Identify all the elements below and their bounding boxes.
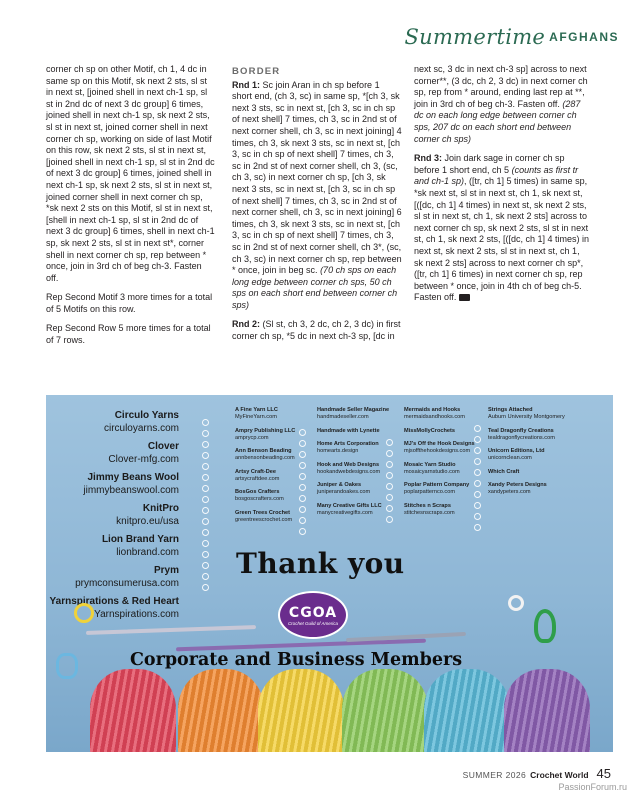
member-entry: [235, 407, 317, 421]
member-entry: [317, 428, 405, 435]
cgoa-abbr: CGOA: [288, 604, 338, 621]
yarn-skein-red: [90, 669, 176, 752]
member-column-2: [317, 407, 405, 523]
member-entry: [404, 503, 490, 517]
sponsor-list: [46, 409, 179, 626]
member-site: xandypeters.com: [488, 489, 531, 495]
sponsor-site: circuloyarns.com: [103, 423, 179, 434]
yarn-skein-green: [342, 669, 428, 752]
rnd-label: Rnd 1:: [232, 79, 260, 90]
dot-icon: [202, 496, 209, 503]
sponsor-site: jimmybeanswool.com: [83, 485, 179, 496]
member-entry: [404, 407, 490, 421]
dot-icon: [202, 562, 209, 569]
section-script-title: Summertime: [404, 25, 546, 49]
dot-icon: [202, 551, 209, 558]
member-entry: [317, 503, 405, 517]
member-name: Mermaids and Hooks: [404, 407, 461, 413]
sponsor-panel: [46, 395, 613, 752]
member-entry: [317, 441, 405, 455]
member-site: amprycp.com: [235, 434, 269, 441]
dot-icon: [202, 529, 209, 536]
member-entry: [235, 510, 317, 524]
magazine-name: Crochet World: [530, 770, 589, 780]
paragraph-rnd1: [232, 80, 402, 312]
member-site: unicornclean.com: [488, 455, 532, 461]
member-entry: [404, 482, 490, 496]
dot-icon: [202, 463, 209, 470]
member-name: Many Creative Gifts LLC: [317, 502, 382, 509]
rnd-note: (287 dc on each long edge between corner ch sps, 207 dc on each short end between corner ch sps): [414, 98, 581, 144]
sponsor-name: Circulo Yarns: [114, 410, 179, 421]
border-heading: BORDER: [232, 66, 281, 77]
sponsor-site: knitpro.eu/usa: [116, 516, 179, 527]
member-name: Ann Benson Beading: [235, 448, 292, 454]
yarn-skein-orange: [178, 669, 264, 752]
member-name: Strings Attached: [488, 407, 533, 413]
paragraph: Rep Second Row 5 more times for a total of 7 rows.: [46, 323, 211, 346]
dot-icon: [202, 441, 209, 448]
member-name: Artsy Craft-Dee: [235, 468, 277, 475]
member-column-3: [404, 407, 490, 523]
member-site: greentreescrochet.com: [235, 516, 293, 523]
rnd-text: Sc join Aran in ch sp before 1 short end, (ch 3, sc) in same sp, *[ch 3, sk next 3 sts, sc in next st, [ch 3, sc in ch sp of next shell] 7 times, ch 3, sc in 2nd st of next corner shell, ch 3, sc in next joining] 4 times, ch 3, sk next 3 sts, sc in next st, [ch 3, sc in ch sp of next shell] 7 times, ch 3, sc in 2nd st of next corner shell, ch 3, (sc, ch 3, sc) in next corner ch sp, [ch 3, sk next 3 sts, sc in next st, [ch 3, sc in ch sp of next shell] 7 times, ch 3, sc in 2nd st of next corner shell, ch 3, sc in next joining] 6 times, ch 3, sk next 3 sts, sc in next st, [ch 3, sc in ch sp of next shell] 7 times, ch 3, sc in 2nd st of next corner shell, ch 3*, (sc, ch 3, sc) in next corner ch sp, rep between * once, join in beg sc.: [232, 79, 402, 276]
paragraph: corner ch sp on other Motif, ch 1, 4 dc in same sp on this Motif, sk next 2 sts, sl st in next st, [joined shell in next ch-1 sp, sl st in 2nd dc of next 3 dc group] 6 times, joined shell in next ch-1 sp, sk next 2 sts, sl st in next st, joined corner shell in next corner ch sp, working on side of last Motif on this row, sk next 2 sts, sl st in next st, [joined shell in next ch-1 sp, sl st in 2nd dc of next 3 dc group] 6 times, joined shell in next ch-1 sp, sk next 2 sts, sl st in next st, joined corner shell in next corner ch sp, *sk next 2 sts on this Motif, sl st in next st, [shell in next ch-1 sp, sl st in 2nd dc of next 3 dc group] 6 times, shell in next ch-1 sp, sk next 2 sts, sl st in next st*, corner shell in next corner ch sp, rep between * once, join in 3rd ch of beg ch-3. Fasten off.: [46, 64, 215, 283]
stitch-ring-icon: [508, 595, 524, 611]
member-site: mjsoffthehookdesigns.com: [404, 448, 471, 454]
member-name: Stitches n Scraps: [404, 502, 451, 509]
paragraph-rnd2: [232, 319, 402, 342]
rnd-text: , ([tr, ch 1] 5 times) in same sp, *sk next st, sl st in next st, ch 1, sk next st, [([dc, ch 1] 4 times) in next st, sk next 2 sts, sl st in next st, ch 1, sk next 2 sts] across to next corner ch sp, sk next 2 sts, sl st in next st, ch 1, sk next 2 sts, [([dc, ch 1] 4 times) in next st, sk next 2 sts, sl st in next st, ch 1, sk next 2 sts] across to next corner ch sp*, ([tr, ch 1] 6 times) in next corner ch sp, rep between * once, join in 4th ch of beg ch-5. Fasten off.: [414, 176, 590, 303]
sponsor-name: KnitPro: [142, 503, 179, 514]
yarn-skein-blue: [424, 669, 510, 752]
sponsor-name: Yarnspirations & Red Heart: [49, 596, 179, 607]
paragraph: Rep Second Motif 3 more times for a total of 5 Motifs on this row.: [46, 292, 213, 314]
member-name: Handmade Seller Magazine: [317, 407, 390, 413]
sponsor-site: lionbrand.com: [116, 547, 179, 558]
sponsor-site: Clover-mfg.com: [108, 454, 179, 465]
member-name: Unicorn Editions, Ltd: [488, 448, 545, 454]
locking-marker-icon: [534, 609, 556, 643]
stitch-marker-icon: [56, 653, 78, 679]
member-name: Poplar Pattern Company: [404, 482, 470, 488]
member-site: MyFineYarn.com: [235, 414, 277, 420]
member-site: juniperandoakes.com: [317, 489, 371, 495]
rnd-text: (Sl st, ch 3, 2 dc, ch 2, 3 dc) in first corner ch sp, *5 dc in next ch-3 sp, [dc in: [232, 319, 401, 342]
yarn-skein-yellow: [258, 669, 344, 752]
member-site: tealdragonflycreations.com: [488, 434, 555, 441]
member-entry: [404, 428, 490, 435]
member-name: Hook and Web Designs: [317, 461, 380, 468]
issue-label: SUMMER 2026: [462, 770, 527, 780]
text-column-3: [414, 64, 590, 312]
member-site: poplarpatternco.com: [404, 489, 455, 495]
dot-icon: [202, 452, 209, 459]
member-entry: [235, 489, 317, 503]
sponsor-name: Clover: [147, 441, 179, 452]
member-entry: [488, 407, 598, 421]
dot-icon: [202, 430, 209, 437]
rnd-text: next sc, 3 dc in next ch-3 sp] across to next corner**, (3 dc, ch 2, 3 dc) in next corner ch sp, rep from * around, ending last rep at **, join in 3rd ch of beg ch-3. Fasten off.: [414, 64, 588, 109]
dot-icon: [202, 485, 209, 492]
member-site: bosgoscrafters.com: [235, 496, 284, 502]
member-entry: [317, 482, 405, 496]
member-entry: [488, 428, 598, 442]
crochet-hook-icon: [86, 625, 256, 635]
member-name: Xandy Peters Designs: [488, 482, 547, 488]
end-mark-icon: [459, 294, 470, 301]
member-site: stitchesnscraps.com: [404, 509, 455, 516]
dot-icon: [202, 573, 209, 580]
member-name: Teal Dragonfly Creations: [488, 427, 554, 434]
rnd-label: Rnd 3:: [414, 153, 442, 164]
stitch-marker-dots: [202, 419, 209, 591]
member-site: manycreativegifts.com: [317, 509, 373, 516]
member-name: Ampry Publishing LLC: [235, 427, 296, 434]
paragraph-continued: [414, 64, 590, 145]
dot-icon: [202, 474, 209, 481]
member-name: Handmade with Lynette: [317, 427, 380, 434]
member-entry: [235, 448, 317, 462]
cgoa-logo: [278, 591, 348, 639]
corporate-members-title: Corporate and Business Members: [130, 650, 463, 670]
dot-icon: [474, 524, 481, 531]
member-name: Green Trees Crochet: [235, 509, 291, 516]
rnd-label: Rnd 2:: [232, 319, 260, 330]
member-entry: [235, 469, 317, 483]
sponsor-name: Jimmy Beans Wool: [87, 472, 179, 483]
member-site: Auburn University Montgomery: [488, 414, 565, 420]
sponsor-name: Lion Brand Yarn: [101, 534, 179, 545]
thank-you-heading: Thank you: [236, 547, 405, 580]
section-header: [404, 24, 619, 50]
member-name: Juniper & Oakes: [317, 482, 362, 488]
text-column-1: [46, 64, 216, 355]
member-name: MJ's Off the Hook Designs: [404, 441, 475, 447]
rnd-note: (counts as first tr and ch-1 sp): [414, 164, 579, 187]
member-entry: [404, 462, 490, 476]
rnd-text: Join dark sage in corner ch sp before 1 short end, ch 5: [414, 153, 565, 175]
member-entry: [317, 407, 405, 421]
watermark: PassionForum.ru: [558, 782, 627, 792]
sponsor-name: Prym: [153, 565, 179, 576]
text-column-2: [232, 66, 402, 351]
member-name: Home Arts Corporation: [317, 441, 379, 447]
page-number: 45: [596, 766, 611, 781]
member-name: MissMollyCrochets: [404, 427, 455, 434]
dot-icon: [202, 507, 209, 514]
stitch-ring-icon: [74, 603, 94, 623]
member-name: Which Craft: [488, 468, 520, 475]
paragraph-rnd3: [414, 153, 590, 304]
page-footer: [463, 766, 611, 781]
dot-icon: [202, 584, 209, 591]
member-site: homearts.design: [317, 448, 359, 454]
member-site: artsycraftdee.com: [235, 475, 280, 482]
rnd-note: (70 ch sps on each long edge between corner ch sps, 50 ch sps on each short end between corner ch sps): [232, 265, 398, 310]
member-entry: [317, 462, 405, 476]
member-site: hookandwebdesigns.com: [317, 468, 381, 475]
dot-icon: [202, 518, 209, 525]
member-site: handmadeseller.com: [317, 414, 369, 420]
member-name: BosGos Crafters: [235, 489, 280, 495]
sponsor-site: prymconsumerusa.com: [75, 578, 179, 589]
member-name: Mosaic Yarn Studio: [404, 461, 456, 468]
member-column-4: [488, 407, 598, 503]
yarn-skein-purple: [504, 669, 590, 752]
member-site: annbensonbeading.com: [235, 455, 295, 461]
dot-icon: [202, 540, 209, 547]
member-entry: [488, 469, 598, 476]
member-name: A Fine Yarn LLC: [235, 407, 278, 413]
member-column-1: [235, 407, 317, 530]
member-entry: [488, 482, 598, 496]
member-entry: [235, 428, 317, 442]
cgoa-fullname: Crochet Guild of America: [287, 620, 339, 626]
dot-icon: [202, 419, 209, 426]
sponsor-site: Yarnspirations.com: [94, 609, 179, 620]
member-entry: [404, 441, 490, 455]
member-site: mosaicyarnstudio.com: [404, 468, 460, 475]
member-entry: [488, 448, 598, 462]
section-label: AFGHANS: [549, 30, 619, 44]
member-site: mermaidsandhooks.com: [404, 414, 465, 420]
